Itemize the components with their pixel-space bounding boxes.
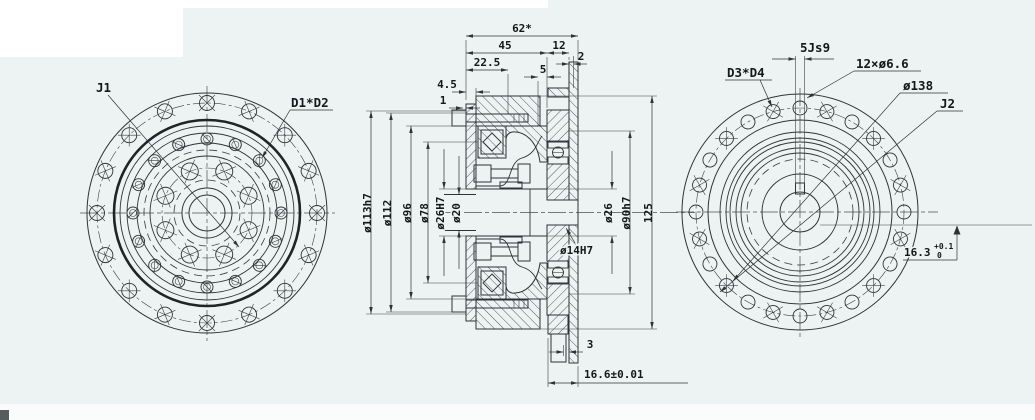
dim-16-3-tol-lower: 0	[937, 251, 942, 260]
dim-dia14: ø14H7	[560, 244, 594, 257]
dim-16-3-tol-upper: +0.1	[934, 242, 954, 251]
dim-dia96: ø96	[401, 203, 414, 223]
roller-bearing-housing-bottom	[478, 267, 506, 299]
dim-dia20: ø20	[450, 203, 463, 223]
dim-3: 3	[586, 338, 594, 351]
label-12x-dia6-6: 12×ø6.6	[856, 56, 909, 71]
label-dia138: ø138	[903, 78, 934, 93]
dim-4-5: 4.5	[437, 78, 457, 91]
output-stub-root	[548, 315, 568, 334]
dim-45: 45	[498, 39, 512, 52]
output-disc-rim-top	[547, 110, 569, 142]
output-disc-rim-bottom	[547, 283, 569, 315]
corner-chip	[0, 410, 9, 420]
dim-dia26h7: ø26H7	[434, 196, 447, 230]
label-d1d2: D1*D2	[291, 95, 329, 110]
section-view	[361, 22, 695, 387]
dim-125: 125	[642, 203, 655, 223]
j2-leader-line	[720, 111, 937, 292]
d3d4-leader-line	[760, 80, 772, 107]
paper-patch-top-left	[0, 0, 183, 57]
label-j1: J1	[96, 80, 112, 95]
roller-bearing-housing-top	[478, 126, 506, 158]
dim-dia112: ø112	[381, 199, 394, 227]
dim-12: 12	[552, 39, 566, 52]
dim-16-3: 16.3	[904, 246, 931, 259]
paper-strip-top	[0, 0, 548, 8]
dim-5: 5	[539, 63, 547, 76]
right-view-callouts	[720, 40, 1032, 292]
dim-62: 62*	[512, 22, 532, 35]
dim-2: 2	[577, 50, 585, 63]
dim-dia90: ø90h7	[620, 196, 633, 230]
hole-leader-line	[807, 71, 854, 98]
label-j2: J2	[940, 96, 956, 111]
dim-dia78: ø78	[418, 203, 431, 223]
label-5js9: 5Js9	[800, 40, 831, 55]
right-view	[676, 40, 1032, 340]
bolt-head	[452, 110, 466, 126]
dim-1: 1	[439, 94, 447, 107]
dim-dia113: ø113h7	[361, 193, 374, 233]
left-view	[80, 80, 335, 341]
paper-strip-bottom	[0, 404, 1035, 420]
output-disc-mid-top	[547, 164, 569, 200]
housing-bottom	[476, 299, 540, 329]
end-plate-tab-top	[548, 88, 569, 97]
dim-dia26: ø26	[602, 203, 615, 223]
dim-16-6: 16.6±0.01	[584, 368, 644, 381]
dim-22-5: 22.5	[473, 56, 501, 69]
label-d3d4: D3*D4	[727, 65, 765, 80]
dims-left	[361, 111, 478, 314]
